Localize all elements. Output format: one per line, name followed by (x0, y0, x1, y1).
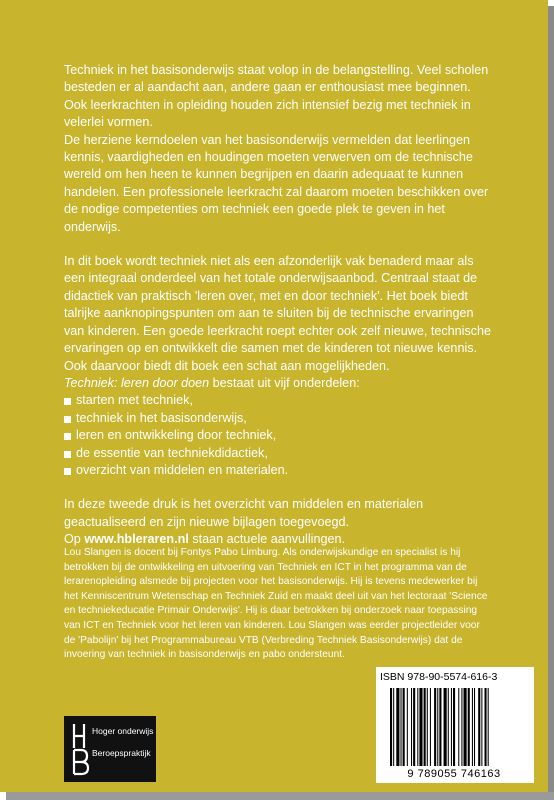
ean-digits: 9 789055 746163 (407, 768, 501, 780)
contents-list (64, 392, 494, 479)
list-item: overzicht van middelen en materialen. (64, 462, 494, 479)
blurb-paragraph-5: Ook daarvoor biedt dit boek een schat aan mogelijkheden. (64, 358, 390, 373)
logo-line-2: Beroepspraktijk (92, 748, 151, 758)
list-item: leren en ontwikkeling door techniek, (64, 427, 494, 444)
book-title-italic: Techniek: leren door doen (64, 375, 210, 390)
list-item: de essentie van techniekdidactiek, (64, 445, 494, 462)
hb-monogram-icon (70, 722, 90, 776)
isbn-number: ISBN 978-90-5574-616-3 (380, 671, 498, 683)
blurb-paragraph-6 (64, 375, 494, 392)
page-edge-bottom (6, 792, 554, 800)
publisher-logo (64, 716, 156, 782)
website-link[interactable]: www.hbleraren.nl (84, 532, 189, 547)
author-bio: Lou Slangen is docent bij Fontys Pabo Limburg. Als onderwijskundige en specialist is hij betrokken bij de ontwikkeling en uitvoering van Techniek en ICT in het programma van de lerarenopleiding alsmede bij projecten voor het basisonderwijs. Hij is tevens medewerker bij het Kenniscentrum Wetenschap en Techniek Zuid en maakt deel uit van het lectoraat 'Science en techniekeducatie Primair Onderwijs'. Hij is daar betrokken bij onderzoek naar toepassing van ICT en Techniek voor het leren van kinderen. Lou Slangen was eerder projectleider voor de 'Pabolijn' bij het Programmabureau VTB (Verbreding Techniek Basisonderwijs) dat de invoering van techniek in basisonderwijs en pabo ondersteunt. (64, 547, 488, 661)
logo-line-1: Hoger onderwijs (92, 726, 154, 736)
blurb-paragraph-2: Ook leerkrachten in opleiding houden zich intensief bezig met techniek in velerlei vormen. (64, 97, 471, 130)
blurb-paragraph-4: In dit boek wordt techniek niet als een afzonderlijk vak benaderd maar als een integraal onderdeel van het totale onderwijsaanbod. Centraal staat de didactiek van praktisch 'leren over, met en door techniek'. Het boek biedt talrijke aanknopingspunten om aan te sluiten bij de technische ervaringen van kinderen. Een goede leerkracht roept echter ook zelf nieuwe, technische ervaringen op en ontwikkelt die samen met de kinderen tot nieuwe kennis. (64, 254, 492, 356)
blurb-paragraph-1: Techniek in het basisonderwijs staat volop in de belangstelling. Veel scholen besteden er al aandacht aan, andere gaan er enthousiast mee beginnen. (64, 63, 489, 95)
blurb-paragraph-7: In deze tweede druk is het overzicht van middelen en materialen geactualiseerd en zijn nieuwe bijlagen toegevoegd. (64, 497, 424, 529)
barcode-icon (388, 688, 526, 766)
blurb-paragraph-6-rest: bestaat uit vijf onderdelen: (209, 375, 360, 390)
page-edge-right (548, 6, 554, 800)
blurb-paragraph-3: De herziene kerndoelen van het basisonderwijs vermelden dat leerlingen kennis, vaardigheden en houdingen moeten verwerven om de technische wereld om hen heen te kunnen begrijpen en daarin adequaat te kunnen handelen. Een professionele leerkracht zal daarom moeten beschikken over de nodige competenties om techniek een goede plek te geven in het onderwijs. (64, 132, 489, 234)
list-item: techniek in het basisonderwijs, (64, 410, 494, 427)
blurb-text (64, 62, 494, 549)
url-suffix: staan actuele aanvullingen. (188, 532, 345, 547)
list-item: starten met techniek, (64, 392, 494, 409)
url-prefix: Op (64, 532, 85, 547)
